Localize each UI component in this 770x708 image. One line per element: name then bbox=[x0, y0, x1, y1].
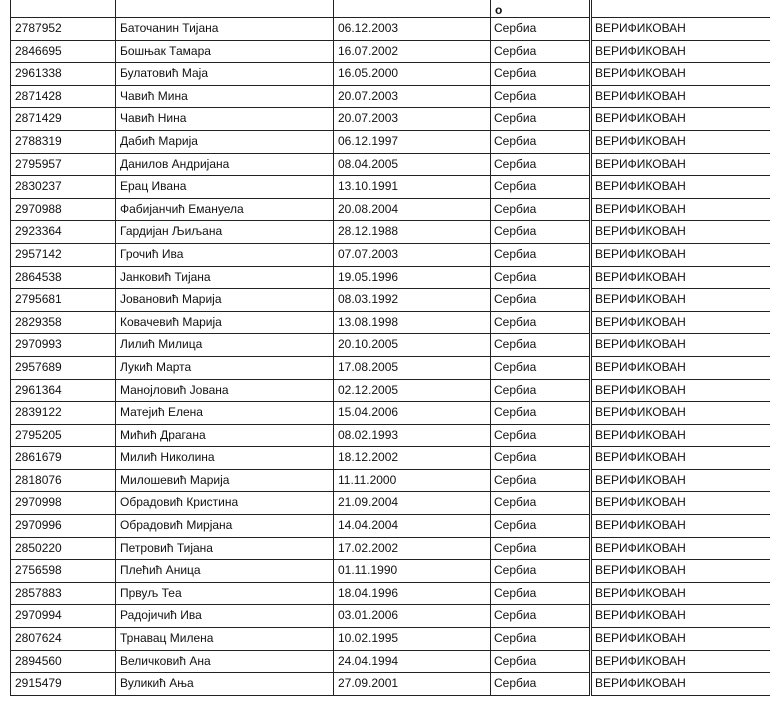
cell-id: 2830237 bbox=[11, 176, 116, 199]
cell-country: Сербиа bbox=[491, 492, 591, 515]
cell-country: Сербиа bbox=[491, 311, 591, 334]
cell-id: 2894560 bbox=[11, 650, 116, 673]
cell-name: Првуљ Теа bbox=[116, 582, 334, 605]
table-row bbox=[11, 63, 770, 86]
cell-country: Сербиа bbox=[491, 221, 591, 244]
cell-name: Баточанин Тијана bbox=[116, 18, 334, 41]
cell-status: ВЕРИФИКОВАН bbox=[591, 650, 770, 673]
cell-country: Сербиа bbox=[491, 515, 591, 538]
cell-name: Јанковић Тијана bbox=[116, 266, 334, 289]
cell-dob: 06.12.1997 bbox=[334, 130, 491, 153]
cell-id: 2970993 bbox=[11, 334, 116, 357]
cell-id: 2787952 bbox=[11, 18, 116, 41]
cell-country: Сербиа bbox=[491, 243, 591, 266]
cell-dob: 15.04.2006 bbox=[334, 402, 491, 425]
cell-id: 2857883 bbox=[11, 582, 116, 605]
cell-status: ВЕРИФИКОВАН bbox=[591, 424, 770, 447]
header-cell-status bbox=[591, 0, 770, 18]
cell-country: Сербиа bbox=[491, 447, 591, 470]
cell-id: 2795681 bbox=[11, 289, 116, 312]
cell-dob: 14.04.2004 bbox=[334, 515, 491, 538]
table-row bbox=[11, 424, 770, 447]
cell-dob: 28.12.1988 bbox=[334, 221, 491, 244]
cell-name: Милошевић Марија bbox=[116, 469, 334, 492]
cell-status: ВЕРИФИКОВАН bbox=[591, 469, 770, 492]
cell-dob: 21.09.2004 bbox=[334, 492, 491, 515]
header-cell-name bbox=[116, 0, 334, 18]
header-row bbox=[11, 0, 770, 18]
cell-dob: 11.11.2000 bbox=[334, 469, 491, 492]
table-row bbox=[11, 289, 770, 312]
cell-name: Мићић Драгана bbox=[116, 424, 334, 447]
cell-country: Сербиа bbox=[491, 379, 591, 402]
table-row bbox=[11, 221, 770, 244]
cell-status: ВЕРИФИКОВАН bbox=[591, 40, 770, 63]
cell-status: ВЕРИФИКОВАН bbox=[591, 582, 770, 605]
cell-country: Сербиа bbox=[491, 605, 591, 628]
table-row bbox=[11, 605, 770, 628]
cell-id: 2756598 bbox=[11, 560, 116, 583]
cell-name: Обрадовић Мирјана bbox=[116, 515, 334, 538]
cell-id: 2961364 bbox=[11, 379, 116, 402]
cell-dob: 20.10.2005 bbox=[334, 334, 491, 357]
cell-id: 2818076 bbox=[11, 469, 116, 492]
cell-id: 2795205 bbox=[11, 424, 116, 447]
cell-name: Бошњак Тамара bbox=[116, 40, 334, 63]
table-row bbox=[11, 266, 770, 289]
table-row bbox=[11, 402, 770, 425]
cell-country: Сербиа bbox=[491, 650, 591, 673]
cell-status: ВЕРИФИКОВАН bbox=[591, 402, 770, 425]
cell-id: 2850220 bbox=[11, 537, 116, 560]
cell-status: ВЕРИФИКОВАН bbox=[591, 311, 770, 334]
table-row bbox=[11, 176, 770, 199]
cell-status: ВЕРИФИКОВАН bbox=[591, 492, 770, 515]
header-cell-id bbox=[11, 0, 116, 18]
cell-status: ВЕРИФИКОВАН bbox=[591, 537, 770, 560]
table-row bbox=[11, 130, 770, 153]
cell-status: ВЕРИФИКОВАН bbox=[591, 153, 770, 176]
table-row bbox=[11, 379, 770, 402]
cell-status: ВЕРИФИКОВАН bbox=[591, 379, 770, 402]
cell-country: Сербиа bbox=[491, 537, 591, 560]
cell-id: 2829358 bbox=[11, 311, 116, 334]
table-row bbox=[11, 108, 770, 131]
cell-name: Величковић Ана bbox=[116, 650, 334, 673]
cell-status: ВЕРИФИКОВАН bbox=[591, 447, 770, 470]
cell-status: ВЕРИФИКОВАН bbox=[591, 628, 770, 651]
athlete-table bbox=[10, 0, 770, 696]
cell-id: 2970994 bbox=[11, 605, 116, 628]
cell-status: ВЕРИФИКОВАН bbox=[591, 176, 770, 199]
cell-dob: 10.02.1995 bbox=[334, 628, 491, 651]
cell-id: 2923364 bbox=[11, 221, 116, 244]
cell-id: 2970996 bbox=[11, 515, 116, 538]
cell-id: 2961338 bbox=[11, 63, 116, 86]
cell-id: 2861679 bbox=[11, 447, 116, 470]
cell-dob: 08.03.1992 bbox=[334, 289, 491, 312]
cell-name: Булатовић Маја bbox=[116, 63, 334, 86]
cell-status: ВЕРИФИКОВАН bbox=[591, 266, 770, 289]
header-country-fragment: о bbox=[495, 3, 503, 17]
cell-status: ВЕРИФИКОВАН bbox=[591, 243, 770, 266]
cell-id: 2871428 bbox=[11, 85, 116, 108]
table-row bbox=[11, 469, 770, 492]
cell-status: ВЕРИФИКОВАН bbox=[591, 221, 770, 244]
cell-dob: 20.07.2003 bbox=[334, 85, 491, 108]
cell-dob: 02.12.2005 bbox=[334, 379, 491, 402]
cell-id: 2846695 bbox=[11, 40, 116, 63]
cell-status: ВЕРИФИКОВАН bbox=[591, 334, 770, 357]
cell-id: 2915479 bbox=[11, 673, 116, 696]
table-row bbox=[11, 356, 770, 379]
cell-dob: 16.05.2000 bbox=[334, 63, 491, 86]
cell-country: Сербиа bbox=[491, 130, 591, 153]
table-row bbox=[11, 334, 770, 357]
cell-id: 2839122 bbox=[11, 402, 116, 425]
cell-status: ВЕРИФИКОВАН bbox=[591, 673, 770, 696]
cell-name: Трнавац Милена bbox=[116, 628, 334, 651]
cell-dob: 03.01.2006 bbox=[334, 605, 491, 628]
cell-dob: 01.11.1990 bbox=[334, 560, 491, 583]
cell-name: Милић Николина bbox=[116, 447, 334, 470]
cell-dob: 13.10.1991 bbox=[334, 176, 491, 199]
cell-status: ВЕРИФИКОВАН bbox=[591, 289, 770, 312]
cell-dob: 16.07.2002 bbox=[334, 40, 491, 63]
cell-name: Манојловић Јована bbox=[116, 379, 334, 402]
cell-dob: 20.07.2003 bbox=[334, 108, 491, 131]
cell-country: Сербиа bbox=[491, 40, 591, 63]
cell-status: ВЕРИФИКОВАН bbox=[591, 85, 770, 108]
table-body bbox=[11, 0, 770, 695]
cell-country: Сербиа bbox=[491, 402, 591, 425]
table-row bbox=[11, 515, 770, 538]
cell-country: Сербиа bbox=[491, 334, 591, 357]
table-row bbox=[11, 153, 770, 176]
table-row bbox=[11, 447, 770, 470]
cell-country: Сербиа bbox=[491, 469, 591, 492]
cell-dob: 07.07.2003 bbox=[334, 243, 491, 266]
cell-dob: 27.09.2001 bbox=[334, 673, 491, 696]
cell-dob: 20.08.2004 bbox=[334, 198, 491, 221]
cell-status: ВЕРИФИКОВАН bbox=[591, 605, 770, 628]
cell-country: Сербиа bbox=[491, 289, 591, 312]
cell-status: ВЕРИФИКОВАН bbox=[591, 356, 770, 379]
cell-dob: 08.02.1993 bbox=[334, 424, 491, 447]
cell-country: Сербиа bbox=[491, 153, 591, 176]
cell-status: ВЕРИФИКОВАН bbox=[591, 130, 770, 153]
cell-id: 2871429 bbox=[11, 108, 116, 131]
cell-dob: 08.04.2005 bbox=[334, 153, 491, 176]
cell-name: Вуликић Ања bbox=[116, 673, 334, 696]
cell-dob: 06.12.2003 bbox=[334, 18, 491, 41]
cell-status: ВЕРИФИКОВАН bbox=[591, 198, 770, 221]
cell-name: Ковачевић Марија bbox=[116, 311, 334, 334]
verification-sheet bbox=[10, 0, 770, 696]
cell-country: Сербиа bbox=[491, 582, 591, 605]
cell-country: Сербиа bbox=[491, 63, 591, 86]
cell-name: Чавић Мина bbox=[116, 85, 334, 108]
cell-dob: 24.04.1994 bbox=[334, 650, 491, 673]
cell-country: Сербиа bbox=[491, 108, 591, 131]
cell-dob: 18.04.1996 bbox=[334, 582, 491, 605]
cell-name: Грочић Ива bbox=[116, 243, 334, 266]
header-cell-dob bbox=[334, 0, 491, 18]
table-row bbox=[11, 198, 770, 221]
cell-name: Лукић Марта bbox=[116, 356, 334, 379]
header-cell-country bbox=[491, 0, 591, 18]
cell-id: 2970998 bbox=[11, 492, 116, 515]
table-row bbox=[11, 311, 770, 334]
cell-status: ВЕРИФИКОВАН bbox=[591, 18, 770, 41]
table-row bbox=[11, 537, 770, 560]
cell-status: ВЕРИФИКОВАН bbox=[591, 63, 770, 86]
cell-name: Чавић Нина bbox=[116, 108, 334, 131]
cell-id: 2957689 bbox=[11, 356, 116, 379]
table-row bbox=[11, 85, 770, 108]
cell-country: Сербиа bbox=[491, 560, 591, 583]
cell-country: Сербиа bbox=[491, 628, 591, 651]
cell-name: Дабић Марија bbox=[116, 130, 334, 153]
cell-name: Петровић Тијана bbox=[116, 537, 334, 560]
cell-status: ВЕРИФИКОВАН bbox=[591, 108, 770, 131]
cell-dob: 19.05.1996 bbox=[334, 266, 491, 289]
cell-dob: 18.12.2002 bbox=[334, 447, 491, 470]
cell-country: Сербиа bbox=[491, 18, 591, 41]
cell-name: Обрадовић Кристина bbox=[116, 492, 334, 515]
cell-dob: 13.08.1998 bbox=[334, 311, 491, 334]
cell-dob: 17.08.2005 bbox=[334, 356, 491, 379]
cell-country: Сербиа bbox=[491, 673, 591, 696]
cell-name: Јовановић Марија bbox=[116, 289, 334, 312]
table-row bbox=[11, 560, 770, 583]
cell-id: 2795957 bbox=[11, 153, 116, 176]
table-row bbox=[11, 40, 770, 63]
cell-dob: 17.02.2002 bbox=[334, 537, 491, 560]
cell-country: Сербиа bbox=[491, 266, 591, 289]
cell-name: Фабијанчић Емануела bbox=[116, 198, 334, 221]
cell-status: ВЕРИФИКОВАН bbox=[591, 515, 770, 538]
cell-name: Радојичић Ива bbox=[116, 605, 334, 628]
table-row bbox=[11, 628, 770, 651]
cell-id: 2864538 bbox=[11, 266, 116, 289]
cell-country: Сербиа bbox=[491, 356, 591, 379]
table-row bbox=[11, 582, 770, 605]
table-row bbox=[11, 18, 770, 41]
cell-name: Данилов Андријана bbox=[116, 153, 334, 176]
table-row bbox=[11, 243, 770, 266]
cell-id: 2957142 bbox=[11, 243, 116, 266]
cell-id: 2788319 bbox=[11, 130, 116, 153]
cell-id: 2970988 bbox=[11, 198, 116, 221]
cell-country: Сербиа bbox=[491, 424, 591, 447]
cell-name: Плећић Аница bbox=[116, 560, 334, 583]
cell-name: Матејић Елена bbox=[116, 402, 334, 425]
cell-id: 2807624 bbox=[11, 628, 116, 651]
cell-country: Сербиа bbox=[491, 198, 591, 221]
table-row bbox=[11, 650, 770, 673]
cell-name: Ерац Ивана bbox=[116, 176, 334, 199]
cell-status: ВЕРИФИКОВАН bbox=[591, 560, 770, 583]
table-row bbox=[11, 492, 770, 515]
table-row bbox=[11, 673, 770, 696]
cell-name: Лилић Милица bbox=[116, 334, 334, 357]
cell-country: Сербиа bbox=[491, 176, 591, 199]
cell-name: Гардијан Љиљана bbox=[116, 221, 334, 244]
cell-country: Сербиа bbox=[491, 85, 591, 108]
